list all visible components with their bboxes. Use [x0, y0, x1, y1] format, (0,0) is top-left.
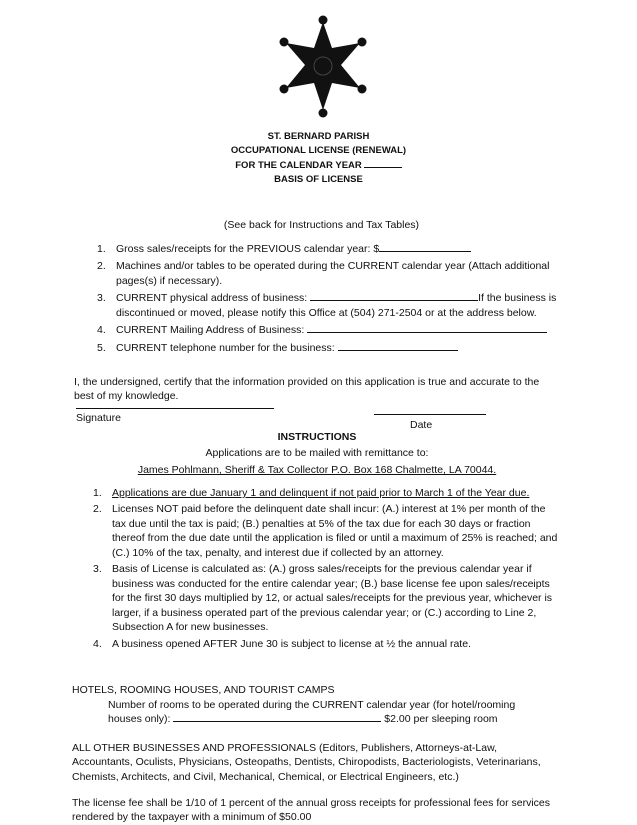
mail-instructions: Applications are to be mailed with remittance to: [205, 447, 429, 459]
list-item: 3. CURRENT physical address of business: If the business is discontinued or moved, please notify this Office at (504) 271-2504 or at the address below. [97, 292, 557, 319]
parish-title: ST. BERNARD PARISH [267, 131, 370, 142]
list-item: 2. Machines and/or tables to be operated during the CURRENT calendar year (Attach additional pages(s) if necessary). [97, 260, 550, 287]
mailing-address: James Pohlmann, Sheriff & Tax Collector P.O. Box 168 Chalmette, LA 70044. [137, 464, 497, 476]
calendar-year-line: FOR THE CALENDAR YEAR [0, 159, 637, 173]
license-type: OCCUPATIONAL LICENSE (RENEWAL) [230, 145, 407, 157]
certify-statement: I, the undersigned, certify that the information provided on this application is true and accurate to the best of my knowledge. [74, 376, 540, 403]
mailing-address-field[interactable] [307, 332, 547, 333]
list-item: 2. Licenses NOT paid before the delinquent date shall incur: (A.) interest at 1% per month of the tax due until the tax is paid; (B.) penalties at 5% of the tax due for each 30 days or fraction thereof from the due date until the application is filed or until a maximum of 25% is reached; and (C.) 10% of the tax, penalty, and interest due if collected by an attorney. [93, 503, 558, 559]
list-item: 4. CURRENT Mailing Address of Business: [116, 323, 566, 337]
list-item: 4. A business opened AFTER June 30 is subject to license at ½ the annual rate. [93, 637, 471, 650]
date-label: Date [410, 419, 433, 431]
license-fee-text: The license fee shall be 1/10 of 1 percent of the annual gross receipts for professional fees for services rendered by the taxpayer with a minimum of $50.00 [72, 797, 551, 824]
date-field[interactable] [374, 414, 486, 415]
list-item: 1. Gross sales/receipts for the PREVIOUS calendar year: $ [116, 242, 566, 256]
gross-sales-field[interactable] [379, 251, 471, 252]
basis-title: BASIS OF LICENSE [274, 173, 363, 185]
hotels-title: HOTELS, ROOMING HOUSES, AND TOURIST CAMPS [72, 684, 335, 696]
sheriff-star-icon [268, 10, 378, 128]
physical-address-field[interactable] [310, 300, 478, 301]
hotels-text: Number of rooms to be operated during the CURRENT calendar year (for hotel/rooming houses only): $2.00 per sleeping room [108, 699, 516, 726]
signature-label: Signature [76, 412, 121, 424]
document-header [0, 130, 637, 187]
list-item: 3. Basis of License is calculated as: (A.) gross sales/receipts for the previous calendar year if business was conducted for the entire calendar year; (B.) base license fee upon sales/receipts for the first 30 days multiplied by 12, or actual sales/receipts for the previous year, whichever is larger, if a business operated part of the previous calendar year; or (C.) according to Line 2, Subsection A for new businesses. [93, 563, 553, 634]
list-item: 1. Applications are due January 1 and delinquent if not paid prior to March 1 of the Year due. [93, 487, 530, 499]
see-back-note: (See back for Instructions and Tax Tables) [223, 219, 420, 231]
rooms-field[interactable] [173, 721, 381, 722]
instructions-title: INSTRUCTIONS [277, 431, 357, 443]
telephone-field[interactable] [338, 350, 458, 351]
list-item: 5. CURRENT telephone number for the business: [116, 341, 566, 355]
form-items [97, 242, 566, 355]
calendar-year-field[interactable] [364, 167, 402, 168]
other-businesses: ALL OTHER BUSINESSES AND PROFESSIONALS (Editors, Publishers, Attorneys-at-Law, Accountants, Oculists, Physicians, Osteopaths, Dentists, Chiropodists, Bacteriologists, Veterinarians, Chemists, Architects, and Civil, Mechanical, Chemical, or Electrical Engineers, etc.) [72, 742, 541, 783]
signature-field[interactable] [76, 408, 274, 409]
instructions-list [93, 486, 560, 651]
